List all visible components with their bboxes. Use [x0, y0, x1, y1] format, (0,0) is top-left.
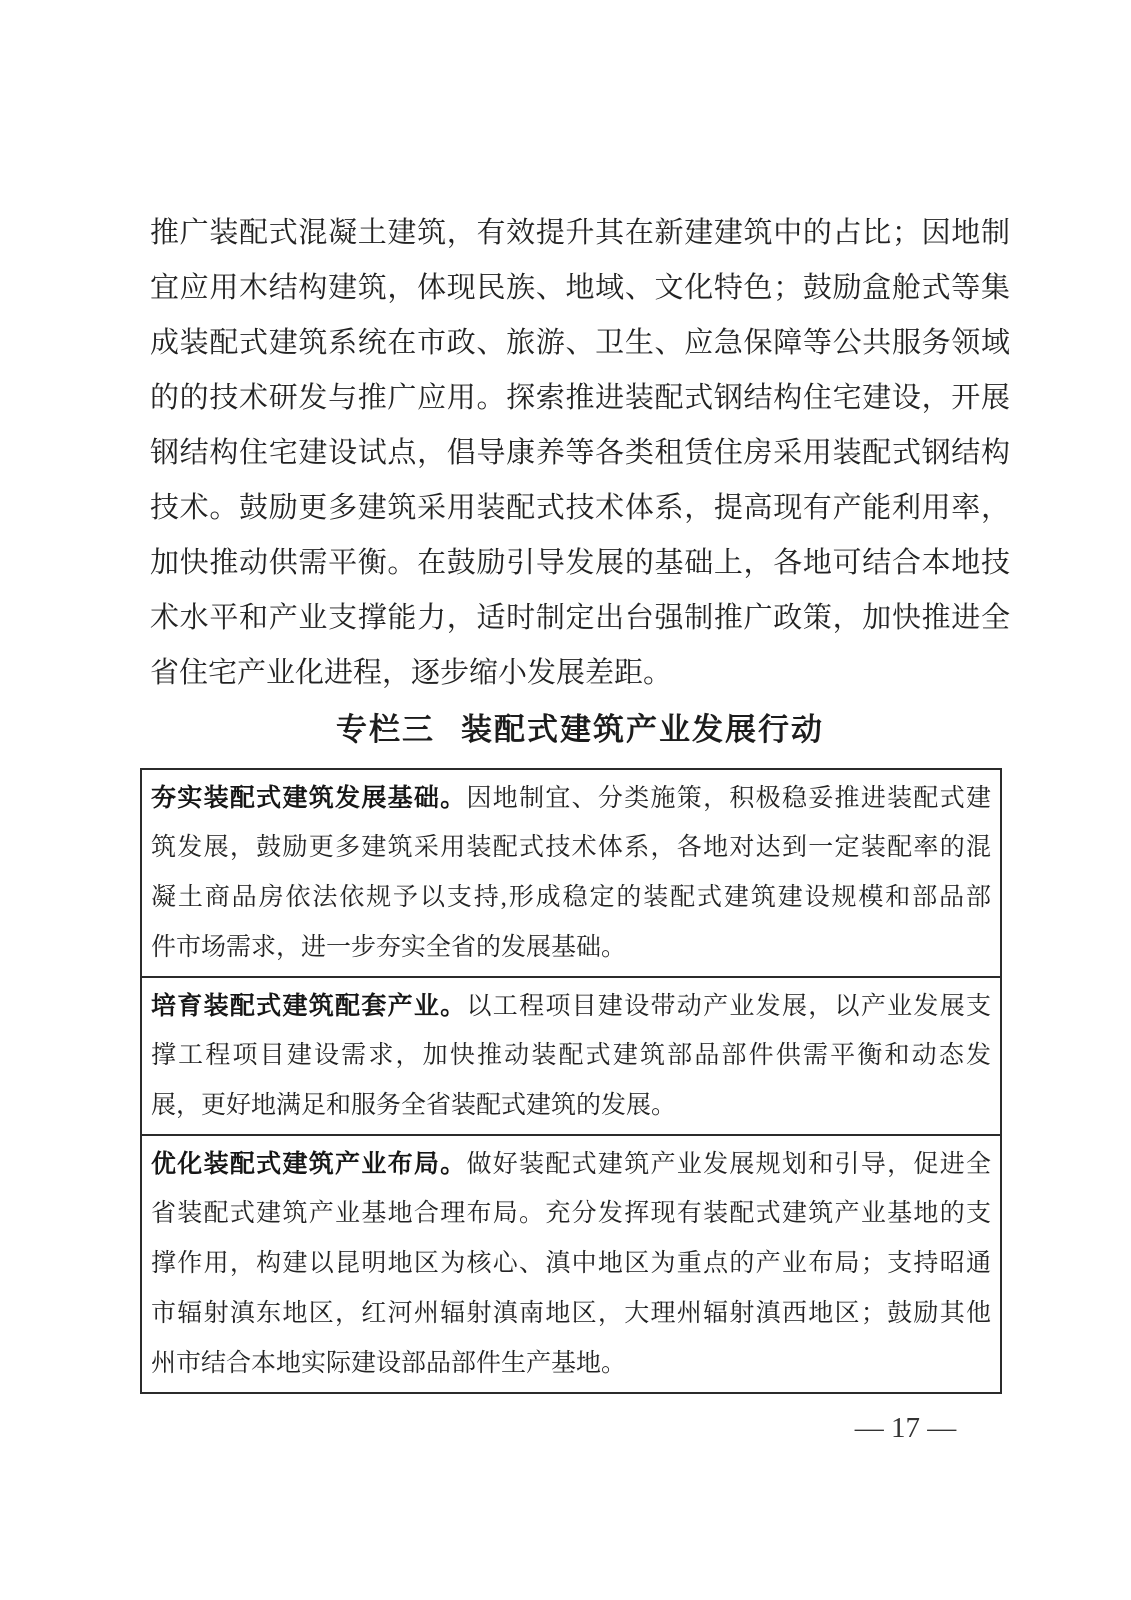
body-text-line: 加快推动供需平衡。在鼓励引导发展的基础上，各地可结合本地技 — [150, 547, 1010, 579]
body-text-line: 省住宅产业化进程，逐步缩小发展差距。 — [150, 657, 673, 689]
body-text-line: 技术。鼓励更多建筑采用装配式技术体系，提高现有产能利用率， — [150, 492, 1010, 524]
box-text-line: 撑工程项目建设需求，加快推动装配式建筑部品部件供需平衡和动态发 — [151, 1042, 991, 1069]
body-text-line: 推广装配式混凝土建筑，有效提升其在新建建筑中的占比；因地制 — [150, 217, 1010, 249]
page-number: — 17 — — [854, 1412, 957, 1444]
box-section-3 — [142, 1136, 1000, 1392]
box-section-2-first-line-rest: 以工程项目建设带动产业发展，以产业发展支 — [466, 993, 991, 1020]
box-section-3-title: 优化装配式建筑产业布局。 — [151, 1150, 467, 1178]
body-text-line: 术水平和产业支撑能力，适时制定出台强制推广政策，加快推进全 — [150, 602, 1010, 634]
box-text-line: 撑作用，构建以昆明地区为核心、滇中地区为重点的产业布局；支持昭通 — [151, 1250, 991, 1277]
box-text-line: 凝土商品房依法依规予以支持,形成稳定的装配式建筑建设规模和部品部 — [151, 884, 991, 911]
box-text-line: 省装配式建筑产业基地合理布局。充分发挥现有装配式建筑产业基地的支 — [151, 1200, 991, 1227]
column-heading — [150, 704, 1010, 749]
body-text-line: 的的技术研发与推广应用。探索推进装配式钢结构住宅建设，开展 — [150, 382, 1010, 414]
box-section-2 — [142, 978, 1000, 1136]
box-section-1-title: 夯实装配式建筑发展基础。 — [151, 784, 467, 812]
column-heading-title: 装配式建筑产业发展行动 — [461, 712, 824, 747]
body-text-line: 钢结构住宅建设试点，倡导康养等各类租赁住房采用装配式钢结构 — [150, 437, 1010, 469]
box-text-line: 市辐射滇东地区，红河州辐射滇南地区，大理州辐射滇西地区；鼓励其他 — [151, 1300, 991, 1327]
box-section-3-first-line-rest: 做好装配式建筑产业发展规划和引导，促进全 — [466, 1151, 991, 1178]
body-text-line: 宜应用木结构建筑，体现民族、地域、文化特色；鼓励盒舱式等集 — [150, 272, 1010, 304]
box-text-line: 州市结合本地实际建设部品部件生产基地。 — [151, 1350, 627, 1377]
body-text-line: 成装配式建筑系统在市政、旅游、卫生、应急保障等公共服务领域 — [150, 327, 1010, 359]
box-section-1-lines — [151, 823, 991, 973]
box-section-3-lines — [151, 1189, 991, 1389]
box-text-line: 件市场需求，进一步夯实全省的发展基础。 — [151, 934, 627, 961]
box-section-2-first-line — [151, 981, 991, 1031]
body-paragraph — [150, 206, 1010, 701]
box-section-1-first-line-rest: 因地制宜、分类施策，积极稳妥推进装配式建 — [466, 785, 991, 812]
box-section-1 — [142, 770, 1000, 978]
box-text-line: 展，更好地满足和服务全省装配式建筑的发展。 — [151, 1092, 677, 1119]
box-section-1-first-line — [151, 773, 991, 823]
column-heading-label: 专栏三 — [336, 712, 435, 747]
box-text-line: 筑发展，鼓励更多建筑采用装配式技术体系，各地对达到一定装配率的混 — [151, 834, 991, 861]
box-section-3-first-line — [151, 1139, 991, 1189]
box-section-2-lines — [151, 1031, 991, 1131]
box-section-2-title: 培育装配式建筑配套产业。 — [151, 992, 467, 1020]
column-box — [140, 768, 1002, 1394]
